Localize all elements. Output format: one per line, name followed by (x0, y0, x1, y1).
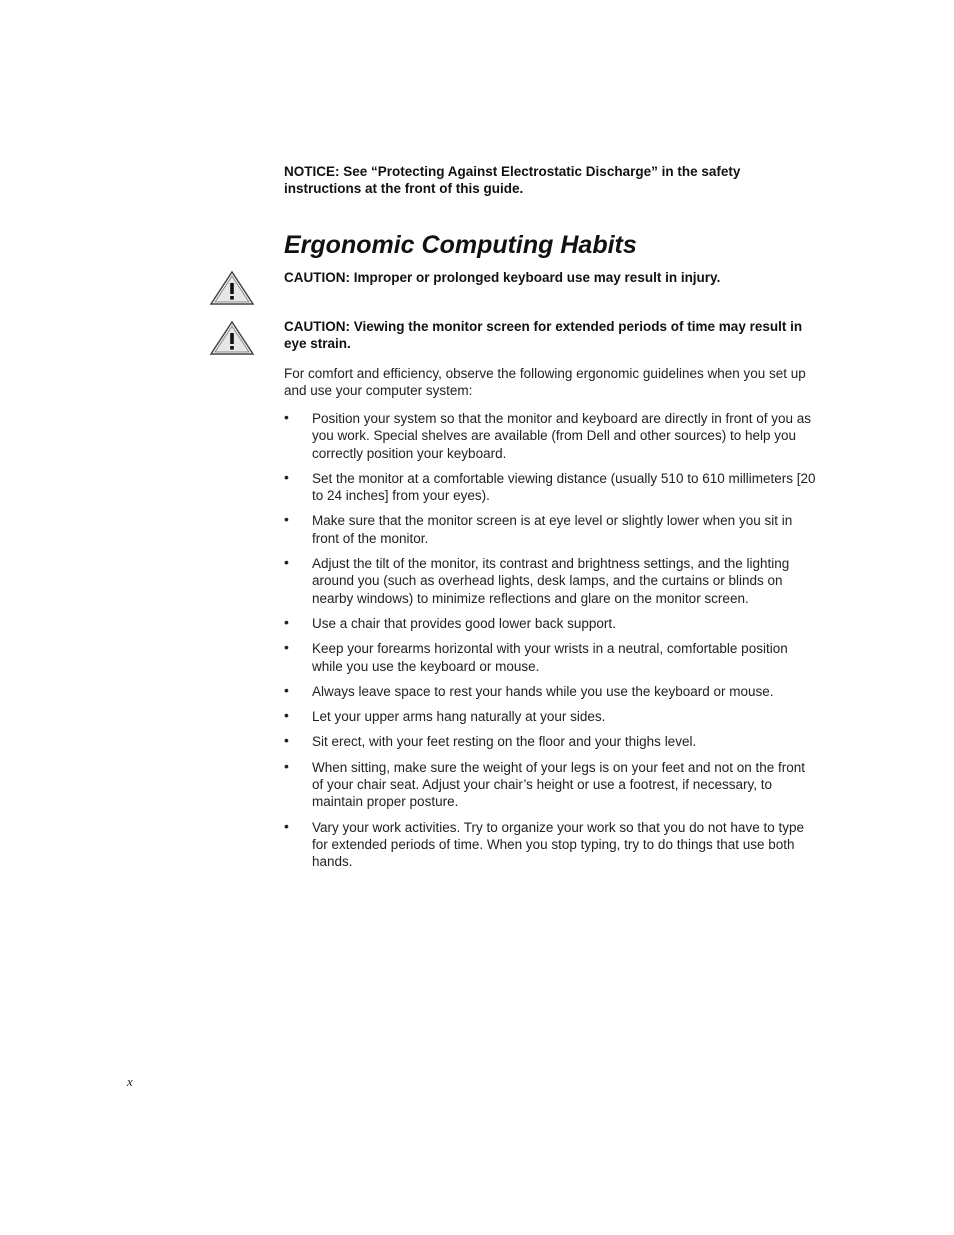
list-item-text: Vary your work activities. Try to organize your work so that you do not have to type for extended periods of time. When you stop typing, try to do things that use both hands. (312, 819, 804, 870)
list-item (284, 615, 816, 632)
list-item (284, 410, 816, 462)
bullet-icon: • (284, 639, 289, 656)
list-item-text: Let your upper arms hang naturally at your sides. (312, 709, 606, 725)
bullet-icon: • (284, 409, 289, 425)
bullet-icon: • (284, 681, 289, 698)
list-item (284, 640, 816, 675)
list-item (284, 733, 816, 750)
bullet-icon: • (284, 468, 289, 485)
list-item-text: When sitting, make sure the weight of your legs is on your feet and not on the front of your chair seat. Adjust your chair’s height or use a footrest, if necessary, to maintain proper posture. (312, 759, 806, 810)
bullet-icon: • (284, 613, 289, 630)
bullet-icon: • (284, 757, 289, 774)
list-item-text: Always leave space to rest your hands while you use the keyboard or mouse. (312, 683, 774, 699)
notice-text: NOTICE: See “Protecting Against Electrostatic Discharge” in the safety instructions at the front of this guide. (284, 164, 741, 196)
list-item-text: Keep your forearms horizontal with your wrists in a neutral, comfortable position while you use the keyboard or mouse. (312, 641, 788, 674)
caution-keyboard: CAUTION: Improper or prolonged keyboard use may result in injury. (284, 270, 721, 285)
list-item (284, 819, 816, 871)
bullet-icon: • (284, 554, 289, 571)
list-item (284, 555, 816, 607)
list-item-text: Make sure that the monitor screen is at eye level or slightly lower when you sit in front of the monitor. (312, 513, 793, 546)
bullet-icon: • (284, 817, 289, 834)
guidelines-list (284, 410, 816, 879)
list-item-text: Position your system so that the monitor and keyboard are directly in front of you as you work. Special shelves are available (from Dell and other sources) to help you correctly position your keyboard. (312, 411, 811, 461)
bullet-icon: • (284, 732, 289, 749)
list-item-text: Sit erect, with your feet resting on the floor and your thighs level. (312, 734, 697, 750)
list-item-text: Set the monitor at a comfortable viewing distance (usually 510 to 610 millimeters [20 to 24 inches] from your eyes). (312, 470, 816, 504)
list-item-text: Use a chair that provides good lower back support. (312, 615, 616, 631)
warning-triangle-icon (209, 320, 255, 356)
list-item (284, 708, 816, 725)
list-item (284, 759, 816, 811)
caution-eye-strain: CAUTION: Viewing the monitor screen for extended periods of time may result in eye strain. (284, 319, 803, 351)
page-number: x (127, 1074, 133, 1089)
list-item (284, 470, 816, 505)
bullet-icon: • (284, 511, 289, 528)
list-item-text: Adjust the tilt of the monitor, its contrast and brightness settings, and the lighting around you (such as overhead lights, desk lamps, and the curtains or blinds on nearby windows) to minimize reflections and glare on the monitor screen. (312, 556, 790, 606)
list-item (284, 683, 816, 700)
section-title: Ergonomic Computing Habits (284, 231, 637, 259)
bullet-icon: • (284, 707, 289, 724)
intro-paragraph: For comfort and efficiency, observe the following ergonomic guidelines when you set up and use your computer system: (284, 366, 806, 399)
list-item (284, 512, 816, 547)
warning-triangle-icon (209, 270, 255, 306)
